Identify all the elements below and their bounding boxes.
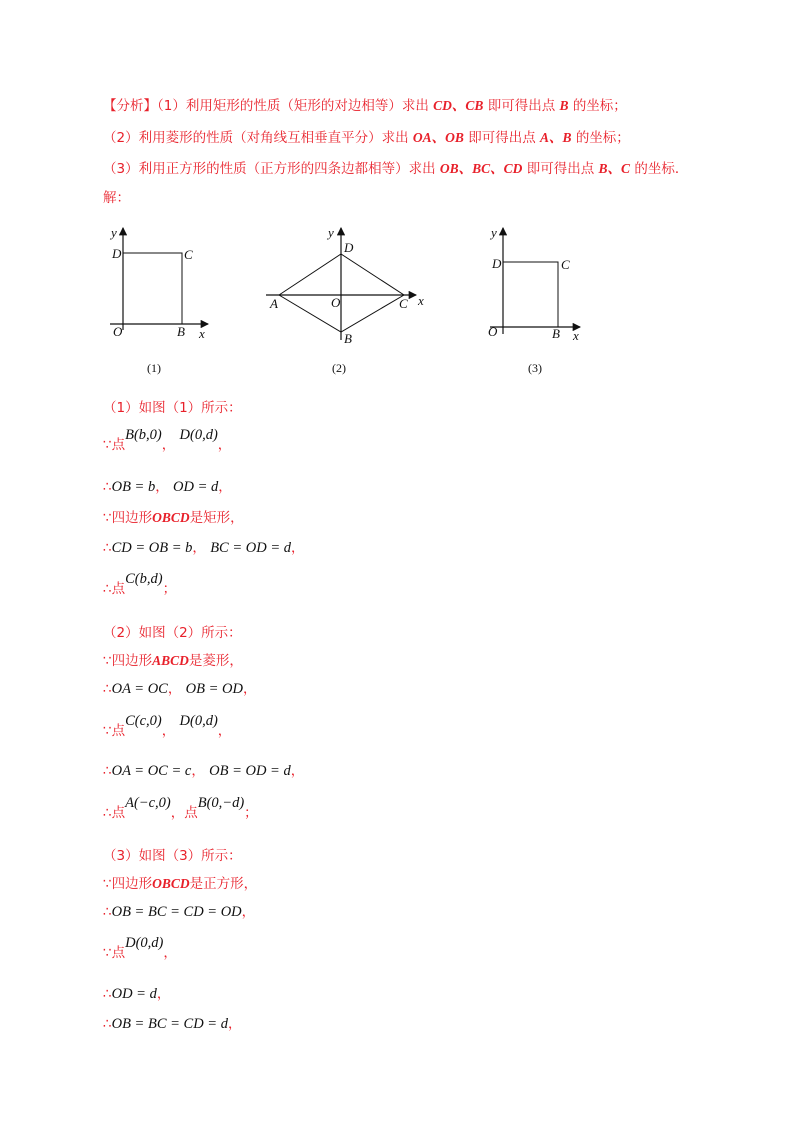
fig1-y-label: y <box>111 225 117 240</box>
part2-l1-prefix: ∵四边形 <box>103 653 153 669</box>
part2-l5-end: ； <box>244 805 258 821</box>
fig1-label-C: C <box>184 247 193 262</box>
part2-line-3 <box>103 713 232 740</box>
fig3-square <box>503 262 558 327</box>
part1-l2-formula-2: OD = d <box>173 479 219 495</box>
fig2-y-label: y <box>328 225 334 240</box>
part3-line-2 <box>103 903 255 921</box>
part1-line-1 <box>103 427 232 454</box>
part3-heading <box>103 847 242 865</box>
part2-heading-text: （2）如图（2）所示： <box>103 625 242 641</box>
part2-l4-formula-2: OB = OD = d <box>209 763 291 779</box>
part2-l2-end: ， <box>242 681 257 697</box>
fig3-x-label: x <box>573 328 579 343</box>
part2-line-5 <box>103 795 258 822</box>
part3-l5-end: ， <box>227 1016 242 1032</box>
fig1-label-D: D <box>112 246 122 261</box>
part3-l3-prefix: ∵点 <box>103 945 126 961</box>
part1-l4-formula-1: CD = OB = b <box>111 540 193 556</box>
fig3-caption: (3) <box>528 361 542 375</box>
part2-l2-formula-1: OA = OC <box>111 681 168 697</box>
part1-l1-sep: ， <box>161 437 176 453</box>
part2-l1-var: ABCD <box>152 653 189 668</box>
analysis-3-text-a: 利用正方形的性质（正方形的四条边都相等）求出 <box>138 161 436 177</box>
part2-l5-formula-b: B(0,−d) <box>197 795 245 811</box>
analysis-line-2 <box>103 129 630 147</box>
part3-l3-end: ， <box>163 945 177 961</box>
analysis-line-1 <box>103 97 627 115</box>
fig3-y-label: y <box>491 225 497 240</box>
part2-l4-sep: ， <box>191 763 205 779</box>
fig2-label-C: C <box>399 296 408 311</box>
part1-l4-sep: ， <box>192 540 206 556</box>
fig3-label-O: O <box>488 324 498 339</box>
part2-l3-formula-d: D(0,d) <box>179 713 218 729</box>
part2-l3-prefix: ∵点 <box>103 723 126 739</box>
analysis-2-text-b: 即可得出点 <box>468 130 536 146</box>
figure-2 <box>262 222 432 382</box>
fig1-label-B: B <box>177 324 185 339</box>
part3-l1-var: OBCD <box>152 876 190 891</box>
part1-heading <box>103 399 242 417</box>
analysis-2-var2: A、B <box>540 130 572 145</box>
analysis-2-vars: OA、OB <box>412 130 464 145</box>
analysis-2-num: （2） <box>103 130 139 146</box>
part2-l5-prefix: ∴点 <box>103 805 126 821</box>
fig2-caption: (2) <box>332 361 346 375</box>
solution-label: 解： <box>103 190 130 206</box>
part3-line-3 <box>103 935 177 962</box>
solution-label-line <box>103 189 130 207</box>
analysis-1-text-c: 的坐标； <box>572 98 627 114</box>
part1-l4-end: ， <box>290 540 305 556</box>
part2-line-1 <box>103 652 243 670</box>
part2-l4-end: ， <box>290 763 305 779</box>
part3-l5-formula: OB = BC = CD = d <box>111 1016 228 1032</box>
part1-l2-sep: ， <box>155 479 169 495</box>
part3-l3-formula: D(0,d) <box>125 935 164 951</box>
part2-l4-formula-1: OA = OC = c <box>111 763 192 779</box>
part2-l2-formula-2: OB = OD <box>185 681 243 697</box>
fig1-caption: (1) <box>147 361 161 375</box>
part1-line-2 <box>103 478 232 496</box>
part2-line-4 <box>103 762 304 780</box>
part1-l1-end: ， <box>217 437 232 453</box>
part3-l5-prefix: ∴ <box>103 1016 112 1032</box>
part1-l3-suffix: 是矩形， <box>189 510 244 526</box>
part1-l1-prefix: ∵点 <box>103 437 126 453</box>
part1-l1-formula-d: D(0,d) <box>179 427 218 443</box>
part3-l4-prefix: ∴ <box>103 986 112 1002</box>
part2-line-2 <box>103 680 256 698</box>
part2-l4-prefix: ∴ <box>103 763 112 779</box>
analysis-3-num: （3） <box>103 161 139 177</box>
analysis-3-text-c: 的坐标． <box>634 161 689 177</box>
fig1-label-O: O <box>113 324 123 339</box>
fig3-label-D: D <box>492 256 502 271</box>
fig1-rectangle <box>123 253 182 324</box>
part3-l4-end: ， <box>156 986 171 1002</box>
part3-line-1 <box>103 875 257 893</box>
part2-l2-sep: ， <box>167 681 182 697</box>
part3-l1-prefix: ∵四边形 <box>103 876 153 892</box>
part3-l2-end: ， <box>241 904 256 920</box>
part2-l5-sep: ，点 <box>170 805 198 821</box>
part2-l2-prefix: ∴ <box>103 681 112 697</box>
part1-l4-prefix: ∴ <box>103 540 112 556</box>
part1-line-5 <box>103 571 177 598</box>
part2-l3-formula-c: C(c,0) <box>125 713 162 729</box>
part3-line-5 <box>103 1015 241 1033</box>
part3-l4-formula: OD = d <box>111 986 157 1002</box>
part3-l2-formula: OB = BC = CD = OD <box>111 904 242 920</box>
part1-l5-end: ； <box>162 581 177 597</box>
fig1-x-label: x <box>199 326 205 341</box>
analysis-1-var2: B <box>559 98 569 113</box>
part1-heading-text: （1）如图（1）所示： <box>103 400 242 416</box>
part1-l4-formula-2: BC = OD = d <box>210 540 291 556</box>
part3-heading-text: （3）如图（3）所示： <box>103 848 242 864</box>
analysis-3-var2: B、C <box>598 161 631 176</box>
part3-line-4 <box>103 985 170 1003</box>
figure-3 <box>480 222 600 382</box>
part2-l3-sep: ， <box>161 723 176 739</box>
analysis-1-num: （1） <box>157 98 186 114</box>
part1-l5-prefix: ∴点 <box>103 581 126 597</box>
part1-l2-prefix: ∴ <box>103 479 112 495</box>
part1-l1-formula-b: B(b,0) <box>125 427 162 443</box>
part1-line-4 <box>103 539 304 557</box>
analysis-line-3 <box>103 160 688 178</box>
part1-l2-formula-1: OB = b <box>111 479 156 495</box>
fig3-label-C: C <box>561 257 570 272</box>
part1-l3-prefix: ∵四边形 <box>103 510 153 526</box>
part3-l1-suffix: 是正方形， <box>189 876 258 892</box>
part2-heading <box>103 624 242 642</box>
fig3-label-B: B <box>552 326 560 341</box>
part2-l3-end: ， <box>217 723 232 739</box>
fig2-label-B: B <box>344 331 352 346</box>
part1-l5-formula: C(b,d) <box>125 571 163 587</box>
fig2-label-D: D <box>344 240 354 255</box>
analysis-3-vars: OB、BC、CD <box>439 161 523 176</box>
fig2-label-A: A <box>270 296 278 311</box>
analysis-3-text-b: 即可得出点 <box>526 161 595 177</box>
part1-l2-end: ， <box>218 479 232 495</box>
analysis-2-text-a: 利用菱形的性质（对角线互相垂直平分）求出 <box>138 130 409 146</box>
analysis-1-vars: CD、CB <box>433 98 484 113</box>
analysis-1-text-a: 利用矩形的性质（矩形的对边相等）求出 <box>185 98 429 114</box>
part2-l5-formula-a: A(−c,0) <box>125 795 171 811</box>
analysis-2-text-c: 的坐标； <box>575 130 630 146</box>
figure-1 <box>100 220 230 380</box>
part1-l3-var: OBCD <box>152 510 190 525</box>
fig2-label-O: O <box>331 295 341 310</box>
part3-l2-prefix: ∴ <box>103 904 112 920</box>
part2-l1-suffix: 是菱形， <box>188 653 243 669</box>
analysis-1-text-b: 即可得出点 <box>487 98 556 114</box>
analysis-tag: 【分析】 <box>103 98 157 114</box>
fig2-x-label: x <box>418 293 424 308</box>
part1-line-3 <box>103 509 244 527</box>
